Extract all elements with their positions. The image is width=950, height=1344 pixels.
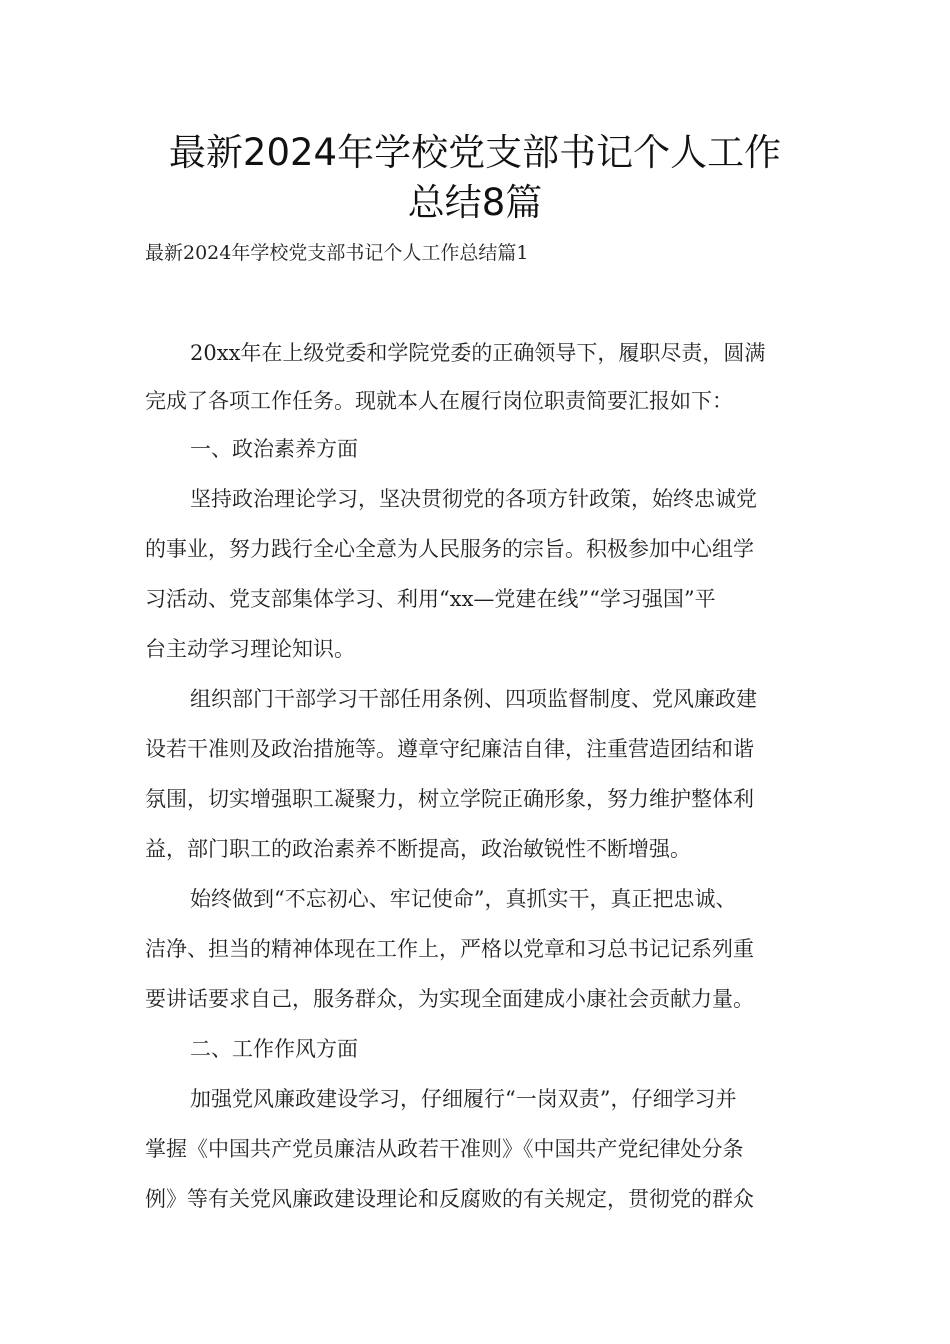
body-line: 设若干准则及政治措施等。遵章守纪廉洁自律，注重营造团结和谐 bbox=[145, 737, 754, 761]
body-line: 例》等有关党风廉政建设理论和反腐败的有关规定，贯彻党的群众 bbox=[145, 1187, 754, 1211]
body-line: 始终做到“不忘初心、牢记使命”，真抓实干，真正把忠诚、 bbox=[190, 887, 737, 911]
body-line: 加强党风廉政建设学习，仔细履行“一岗双责”，仔细学习并 bbox=[190, 1087, 737, 1111]
body-line: 氛围，切实增强职工凝聚力，树立学院正确形象，努力维护整体利 bbox=[145, 787, 754, 811]
document-title-line-1: 最新2024年学校党支部书记个人工作 bbox=[168, 131, 782, 174]
body-line: 完成了各项工作任务。现就本人在履行岗位职责简要汇报如下： bbox=[145, 389, 733, 413]
section-heading: 最新2024年学校党支部书记个人工作总结篇1 bbox=[145, 242, 529, 264]
document-title-line-2: 总结8篇 bbox=[407, 181, 543, 224]
body-line: 坚持政治理论学习，坚决贯彻党的各项方针政策，始终忠诚党 bbox=[190, 487, 757, 511]
body-line: 掌握《中国共产党员廉洁从政若干准则》《中国共产党纪律处分条 bbox=[145, 1137, 744, 1161]
section-title-politics: 一、政治素养方面 bbox=[190, 437, 358, 461]
body-line: 益，部门职工的政治素养不断提高，政治敏锐性不断增强。 bbox=[145, 837, 691, 861]
body-line: 组织部门干部学习干部任用条例、四项监督制度、党风廉政建 bbox=[190, 687, 757, 711]
body-line: 要讲话要求自己，服务群众，为实现全面建成小康社会贡献力量。 bbox=[145, 987, 754, 1011]
body-line: 洁净、担当的精神体现在工作上，严格以党章和习总书记记系列重 bbox=[145, 937, 754, 961]
body-line: 台主动学习理论知识。 bbox=[145, 637, 355, 661]
body-line: 的事业，努力践行全心全意为人民服务的宗旨。积极参加中心组学 bbox=[145, 537, 754, 561]
section-title-work-style: 二、工作作风方面 bbox=[190, 1037, 358, 1061]
body-line: 习活动、党支部集体学习、利用“xx—党建在线”“学习强国”平 bbox=[145, 587, 716, 611]
body-line: 20xx年在上级党委和学院党委的正确领导下，履职尽责，圆满 bbox=[190, 341, 766, 365]
